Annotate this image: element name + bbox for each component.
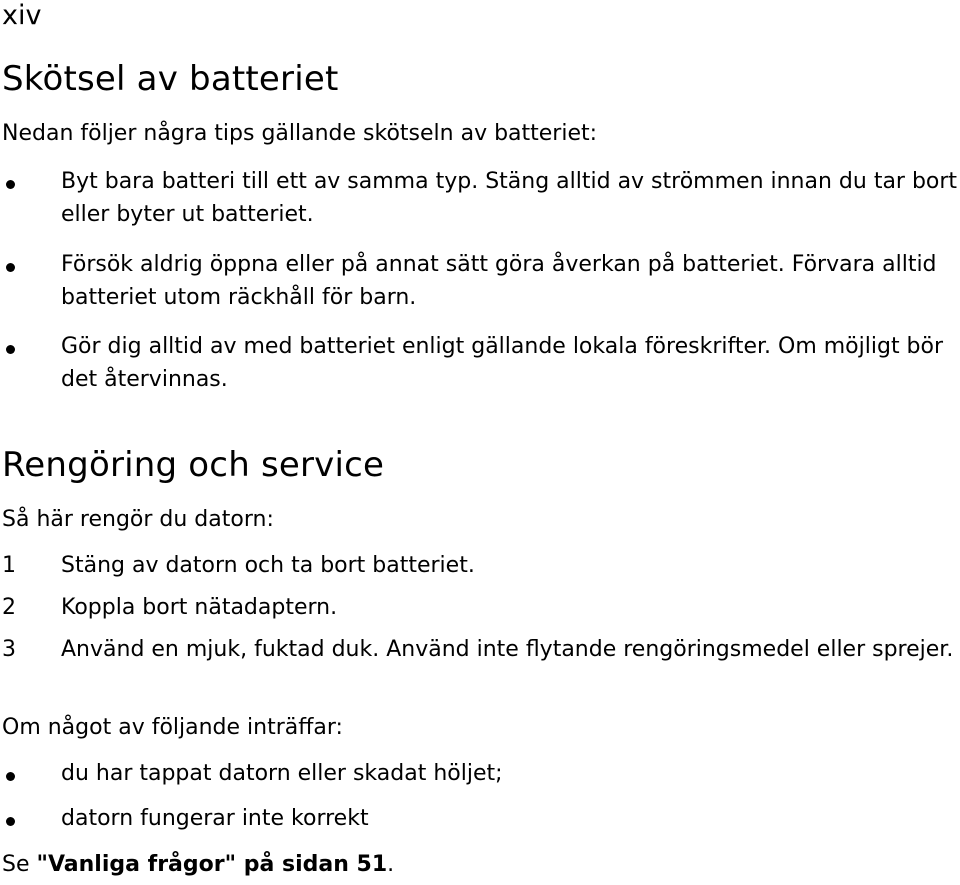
conditions-intro: Om något av följande inträffar:	[2, 715, 343, 740]
battery-tip-item	[0, 248, 960, 314]
condition-text: datorn fungerar inte korrekt	[61, 806, 369, 831]
bullet-icon	[6, 772, 15, 781]
battery-tip-text: Försök aldrig öppna eller på annat sätt göra åverkan på batteriet. Förvara alltid batteriet utom räckhåll för barn.	[61, 252, 937, 310]
reference-prefix: Se	[2, 852, 37, 877]
battery-tip-text: Byt bara batteri till ett av samma typ. Stäng alltid av strömmen innan du tar bort eller byter ut batteriet.	[61, 169, 958, 227]
cleaning-step-item	[0, 591, 960, 624]
condition-item	[0, 757, 960, 790]
reference-suffix: .	[387, 852, 395, 877]
battery-care-intro: Nedan följer några tips gällande skötseln av batteriet:	[2, 121, 598, 146]
cleaning-service-heading: Rengöring och service	[2, 445, 385, 485]
page-number: xiv	[2, 0, 42, 31]
bullet-icon	[6, 180, 15, 189]
battery-tip-item	[0, 165, 960, 231]
condition-text: du har tappat datorn eller skadat höljet;	[61, 761, 503, 786]
cleaning-intro: Så här rengör du datorn:	[2, 507, 274, 532]
bullet-icon	[6, 263, 15, 272]
step-text: Stäng av datorn och ta bort batteriet.	[61, 553, 475, 578]
battery-care-heading: Skötsel av batteriet	[2, 59, 339, 99]
bullet-icon	[6, 817, 15, 826]
step-text: Använd en mjuk, fuktad duk. Använd inte flytande rengöringsmedel eller sprejer.	[61, 637, 954, 662]
condition-item	[0, 802, 960, 835]
reference-line	[2, 848, 394, 881]
faq-reference-link[interactable]: "Vanliga frågor" på sidan 51	[36, 852, 388, 877]
step-text: Koppla bort nätadaptern.	[61, 595, 338, 620]
step-number: 1	[2, 553, 16, 578]
cleaning-step-item	[0, 633, 960, 666]
battery-tip-item	[0, 330, 960, 396]
bullet-icon	[6, 345, 15, 354]
cleaning-step-item	[0, 549, 960, 582]
step-number: 3	[2, 637, 16, 662]
battery-tip-text: Gör dig alltid av med batteriet enligt gällande lokala föreskrifter. Om möjligt bör det återvinnas.	[61, 334, 944, 392]
step-number: 2	[2, 595, 16, 620]
